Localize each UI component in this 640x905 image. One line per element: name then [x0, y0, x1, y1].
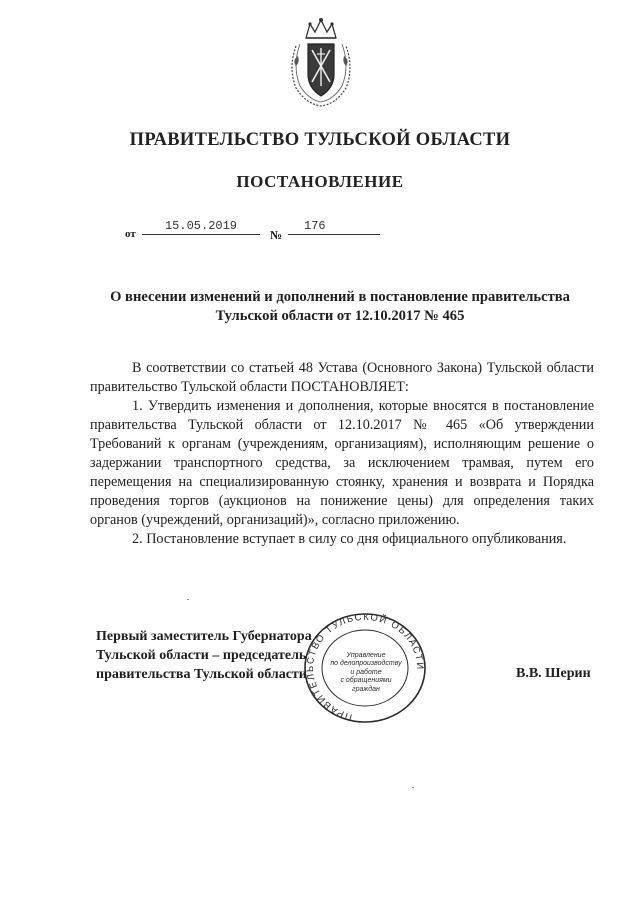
body-paragraph-item-2: 2. Постановление вступает в силу со дня официального опубликования.: [132, 531, 567, 547]
stamp-line-3: и работе: [350, 668, 382, 676]
scan-speck: [187, 599, 189, 600]
document-type: ПОСТАНОВЛЕНИЕ: [236, 172, 404, 191]
date-value: 15.05.2019: [142, 220, 260, 235]
document-body: [90, 359, 594, 549]
scan-speck: [412, 787, 414, 788]
document-subject: [90, 288, 590, 326]
number-value: 176: [288, 220, 380, 235]
body-paragraph-item-1: 1. Утвердить изменения и дополнения, которые вносятся в постановление правительства Тульской области от 12.10.2017 № 465 «Об утверждении Требований к органам (учреждениям, организациям), исполняющим решение о задержании транспортного средства, за исключением трамвая, путем его перемещения на специализированную стоянку, хранения и возврата и Порядка проведения торгов (аукционов на понижение цены) для определения таких органов (учреждений, организаций)», согласно приложению.: [90, 398, 594, 528]
number-label: №: [270, 228, 283, 242]
body-paragraph-preamble: В соответствии со статьей 48 Устава (Основного Закона) Тульской области правительство Тульской области ПОСТАНОВЛЯЕТ:: [90, 360, 594, 395]
subject-line-2: Тульской области от 12.10.2017 № 465: [215, 308, 465, 324]
signatory-line-3: правительства Тульской области: [96, 667, 307, 682]
subject-line-1: О внесении изменений и дополнений в постановление правительства: [110, 289, 570, 305]
signatory-line-1: Первый заместитель Губернатора: [96, 629, 312, 644]
coat-of-arms-emblem: [284, 16, 358, 108]
stamp-ring-text: ПРАВИТЕЛЬСТВО ТУЛЬСКОЙ ОБЛАСТИ: [305, 612, 426, 723]
stamp-inner-text: [330, 652, 402, 694]
stamp-line-4: с обращениями: [340, 677, 392, 685]
stamp-line-1: Управление: [346, 652, 386, 659]
signatory-name: В.В. Шерин: [516, 666, 591, 681]
stamp-line-5: граждан: [352, 685, 380, 693]
government-title: ПРАВИТЕЛЬСТВО ТУЛЬСКОЙ ОБЛАСТИ: [129, 130, 511, 150]
signatory-position: [96, 627, 312, 684]
date-label: от: [125, 228, 136, 240]
signatory-line-2: Тульской области – председатель: [96, 648, 307, 663]
stamp-line-2: по делопроизводству: [330, 660, 402, 668]
